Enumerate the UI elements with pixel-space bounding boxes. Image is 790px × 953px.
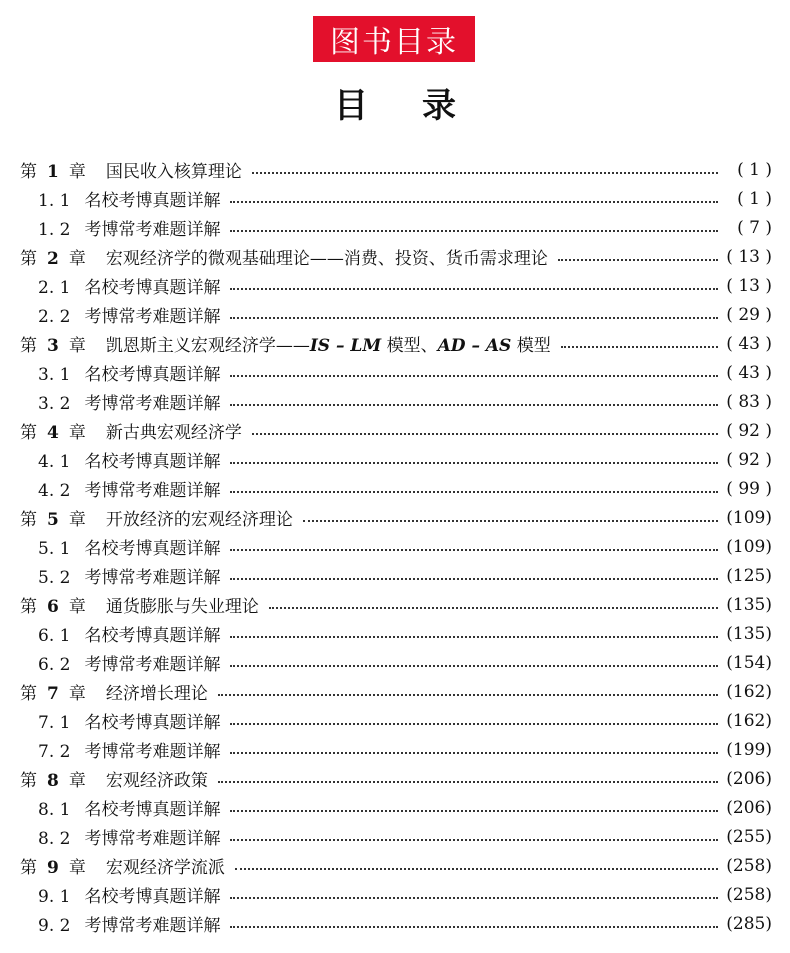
toc-chapter-row [0,155,790,184]
toc-section-row [0,619,790,648]
section-title: 名校考博真题详解 [84,191,221,211]
chapter-prefix: 第 [20,858,37,878]
dot-leader [230,634,718,638]
page-number: (199) [726,739,772,760]
page-number: ( 83 ) [726,391,772,412]
section-title: 名校考博真题详解 [84,800,221,820]
dot-leader [230,373,718,377]
toc-chapter-row [0,677,790,706]
toc-chapter-row [0,503,790,532]
toc-entry-label [0,418,242,443]
dot-leader [230,402,718,406]
page-title [0,76,790,128]
toc-entry-label [0,215,220,240]
toc-section-row [0,358,790,387]
page-number: (258) [726,855,772,876]
dot-leader [230,286,718,290]
chapter-suffix: 章 [68,336,86,356]
page-number: ( 13 ) [726,275,772,296]
dot-leader [230,460,718,464]
dot-leader [230,228,718,232]
page-number: (109) [726,536,772,557]
dot-leader [230,750,718,754]
section-number: 8. 2 [38,829,71,849]
dot-leader [230,924,718,928]
chapter-number: 1 [47,162,59,182]
section-number: 2. 2 [38,307,71,327]
page-number: ( 7 ) [737,217,772,238]
dot-leader [230,576,718,580]
section-title: 名校考博真题详解 [84,452,221,472]
chapter-title: 通货膨胀与失业理论 [105,597,259,617]
chapter-suffix: 章 [68,684,86,704]
chapter-title-end: 模型 [511,336,551,356]
toc-section-row [0,300,790,329]
chapter-suffix: 章 [68,162,86,182]
section-number: 5. 2 [38,568,71,588]
section-number: 6. 1 [38,626,71,646]
dot-leader [230,315,718,319]
section-number: 9. 2 [38,916,71,936]
page-number: (135) [726,594,772,615]
dot-leader [218,692,718,696]
dot-leader [230,721,718,725]
section-number: 4. 1 [38,452,71,472]
chapter-prefix: 第 [20,336,37,356]
chapter-number: 5 [47,510,59,530]
section-title: 名校考博真题详解 [84,626,221,646]
section-title: 考博常考难题详解 [84,220,221,240]
toc-entry-label [0,186,220,211]
page-number: ( 1 ) [737,188,772,209]
toc-section-row [0,561,790,590]
toc-entry-label [0,505,293,530]
chapter-title-mid: 模型、 [381,336,438,356]
page-number: (125) [726,565,772,586]
toc-entry-label [0,534,220,559]
section-number: 5. 1 [38,539,71,559]
dot-leader [269,605,718,609]
toc-chapter-row [0,416,790,445]
toc-entry-label [0,563,220,588]
toc-entry-label [0,157,242,182]
chapter-suffix: 章 [68,249,86,269]
dot-leader [252,431,718,435]
toc-entry-label [0,679,208,704]
chapter-title: 国民收入核算理论 [105,162,242,182]
section-number: 7. 2 [38,742,71,762]
section-title: 考博常考难题详解 [84,655,221,675]
page-number: (162) [726,710,772,731]
page-number: ( 29 ) [726,304,772,325]
toc-section-row [0,213,790,242]
section-title: 名校考博真题详解 [84,365,221,385]
toc-chapter-row [0,590,790,619]
toc-entry-label [0,360,220,385]
toc-section-row [0,532,790,561]
chapter-prefix: 第 [20,162,37,182]
page-number: ( 99 ) [726,478,772,499]
toc-entry-label [0,882,220,907]
toc-entry-label [0,650,220,675]
toc-chapter-row [0,242,790,271]
page-number: ( 43 ) [726,333,772,354]
section-title: 考博常考难题详解 [84,742,221,762]
page-number: ( 92 ) [726,420,772,441]
toc-section-row [0,735,790,764]
chapter-number: 9 [47,858,59,878]
section-number: 9. 1 [38,887,71,907]
chapter-number: 6 [47,597,59,617]
page-number: ( 13 ) [726,246,772,267]
toc-section-row [0,184,790,213]
toc-section-row [0,909,790,938]
page-number: (206) [726,768,772,789]
dot-leader [218,779,718,783]
toc-entry-label [0,737,220,762]
chapter-prefix: 第 [20,771,37,791]
section-number: 2. 1 [38,278,71,298]
section-title: 考博常考难题详解 [84,481,221,501]
toc-section-row [0,648,790,677]
dot-leader [230,808,718,812]
section-title: 考博常考难题详解 [84,568,221,588]
chapter-prefix: 第 [20,249,37,269]
toc-chapter-row [0,329,790,358]
table-of-contents [0,155,790,938]
page-number: (154) [726,652,772,673]
chapter-suffix: 章 [68,510,86,530]
page-number: (206) [726,797,772,818]
chapter-title-italic-1: IS – LM [309,336,382,356]
dot-leader [252,170,718,174]
toc-entry-label [0,621,220,646]
page-number: ( 92 ) [726,449,772,470]
toc-section-row [0,793,790,822]
page-title-char-2: 录 [422,85,456,126]
page-number: ( 1 ) [737,159,772,180]
chapter-title: 凯恩斯主义宏观经济学—— [105,336,310,356]
dot-leader [230,199,718,203]
chapter-prefix: 第 [20,597,37,617]
section-title: 考博常考难题详解 [84,829,221,849]
chapter-title: 宏观经济学流派 [105,858,225,878]
section-title: 名校考博真题详解 [84,887,221,907]
page-number: (255) [726,826,772,847]
chapter-prefix: 第 [20,684,37,704]
page-number: (258) [726,884,772,905]
chapter-suffix: 章 [68,771,86,791]
page-number: (109) [726,507,772,528]
toc-section-row [0,880,790,909]
toc-section-row [0,474,790,503]
section-number: 8. 1 [38,800,71,820]
chapter-title: 宏观经济政策 [105,771,208,791]
toc-section-row [0,706,790,735]
page-number: (162) [726,681,772,702]
chapter-number: 2 [47,249,59,269]
banner-title: 图书目录 [313,16,475,62]
page-title-char-1: 目 [334,85,368,126]
chapter-title: 宏观经济学的微观基础理论——消费、投资、货币需求理论 [105,249,548,269]
toc-section-row [0,445,790,474]
section-title: 名校考博真题详解 [84,539,221,559]
dot-leader [230,837,718,841]
section-number: 6. 2 [38,655,71,675]
chapter-title: 新古典宏观经济学 [105,423,242,443]
toc-section-row [0,271,790,300]
dot-leader [235,866,718,870]
chapter-number: 4 [47,423,59,443]
dot-leader [230,663,718,667]
toc-section-row [0,387,790,416]
section-title: 考博常考难题详解 [84,394,221,414]
section-title: 名校考博真题详解 [84,713,221,733]
toc-entry-label [0,302,220,327]
section-number: 4. 2 [38,481,71,501]
toc-entry-label [0,476,220,501]
page-number: (135) [726,623,772,644]
toc-entry-label [0,853,225,878]
toc-chapter-row [0,764,790,793]
toc-entry-label [0,766,208,791]
toc-entry-label [0,273,220,298]
section-number: 3. 1 [38,365,71,385]
toc-entry-label [0,389,220,414]
toc-chapter-row [0,851,790,880]
dot-leader [303,518,718,522]
section-title: 考博常考难题详解 [84,916,221,936]
section-title: 名校考博真题详解 [84,278,221,298]
dot-leader [230,547,718,551]
chapter-prefix: 第 [20,423,37,443]
section-number: 3. 2 [38,394,71,414]
section-number: 1. 2 [38,220,71,240]
toc-entry-label [0,824,220,849]
chapter-suffix: 章 [68,423,86,443]
chapter-title: 经济增长理论 [105,684,208,704]
dot-leader [230,489,718,493]
toc-entry-label [0,708,220,733]
section-number: 1. 1 [38,191,71,211]
dot-leader [558,257,718,261]
chapter-number: 8 [47,771,59,791]
page-number: (285) [726,913,772,934]
chapter-number: 7 [47,684,59,704]
page-number: ( 43 ) [726,362,772,383]
chapter-title-italic-2: AD – AS [437,336,512,356]
toc-entry-label [0,447,220,472]
toc-entry-label [0,331,551,356]
chapter-suffix: 章 [68,858,86,878]
dot-leader [561,344,718,348]
chapter-title: 开放经济的宏观经济理论 [105,510,293,530]
chapter-number: 3 [47,336,59,356]
section-number: 7. 1 [38,713,71,733]
toc-entry-label [0,911,220,936]
toc-entry-label [0,592,259,617]
section-title: 考博常考难题详解 [84,307,221,327]
chapter-prefix: 第 [20,510,37,530]
chapter-suffix: 章 [68,597,86,617]
toc-entry-label [0,795,220,820]
dot-leader [230,895,718,899]
toc-entry-label [0,244,548,269]
toc-section-row [0,822,790,851]
